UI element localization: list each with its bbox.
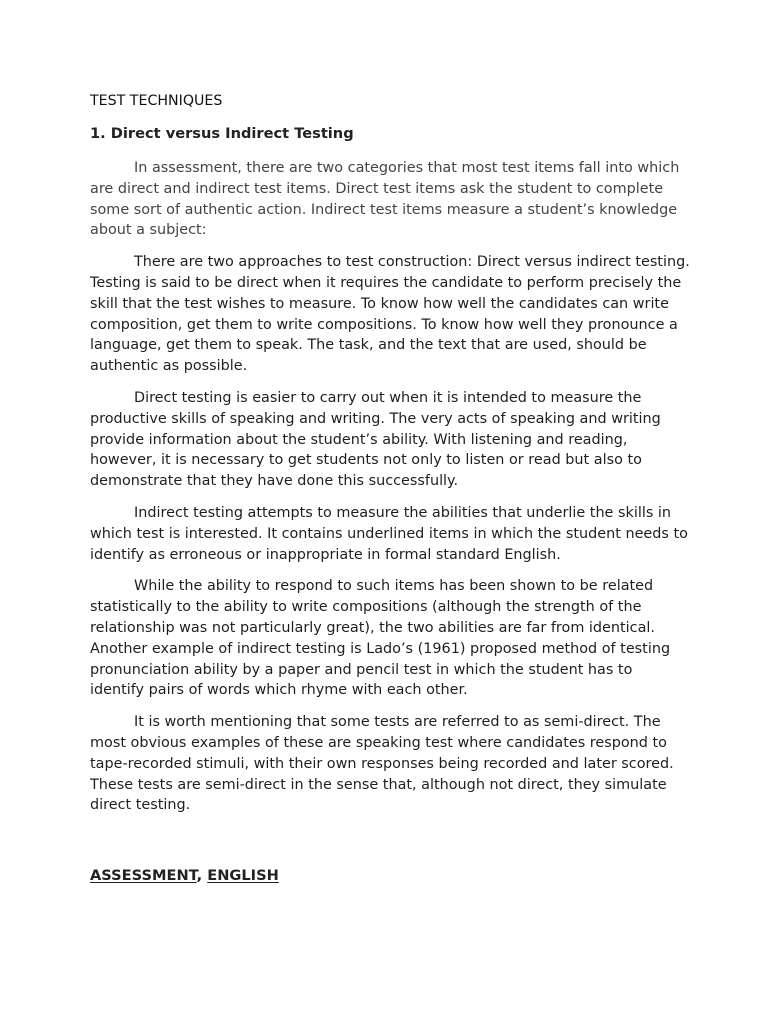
section-heading: 1. Direct versus Indirect Testing: [90, 125, 354, 142]
paragraph: There are two approaches to test construction: Direct versus indirect testing. Testing is said to be direct when it requires the candidate to perform precisely the skill that the test wishes to measure. To know how well the candidates can write composition, get them to write compositions. To know how well they pronounce a language, get them to speak. The task, and the text that are used, should be authentic as possible.: [90, 254, 690, 375]
tag-link-english[interactable]: ENGLISH: [207, 867, 279, 884]
tag-separator: ,: [196, 867, 203, 884]
paragraph: While the ability to respond to such items has been shown to be related statistically to the ability to write compositions (although the strength of the relationship was not particularly great), the two abilities are far from identical. Another example of indirect testing is Lado’s (1961) proposed method of testing pronunciation ability by a paper and pencil test in which the student has to identify pairs of words which rhyme with each other.: [90, 578, 671, 699]
paragraph: Direct testing is easier to carry out when it is intended to measure the productive skills of speaking and writing. The very acts of speaking and writing provide information about the student’s ability. With listening and reading, however, it is necessary to get students not only to listen or read but also to demonstrate that they have done this successfully.: [90, 389, 661, 490]
document-body: [90, 91, 690, 816]
tag-link-assessment[interactable]: ASSESSMENT: [90, 867, 197, 884]
document-title: TEST TECHNIQUES: [90, 93, 223, 109]
paragraph: Indirect testing attempts to measure the abilities that underlie the skills in which test is interested. It contains underlined items in which the student needs to identify as erroneous or inappropriate in formal standard English.: [90, 504, 688, 563]
tag-list: [90, 866, 279, 886]
paragraph: In assessment, there are two categories that most test items fall into which are direct and indirect test items. Direct test items ask the student to complete some sort of authentic action. Indirect test items measure a student’s knowledge about a subject:: [90, 160, 680, 239]
paragraph: It is worth mentioning that some tests are referred to as semi-direct. The most obvious examples of these are speaking test where candidates respond to tape-recorded stimuli, with their own responses being recorded and later scored. These tests are semi-direct in the sense that, although not direct, they simulate direct testing.: [90, 714, 674, 814]
